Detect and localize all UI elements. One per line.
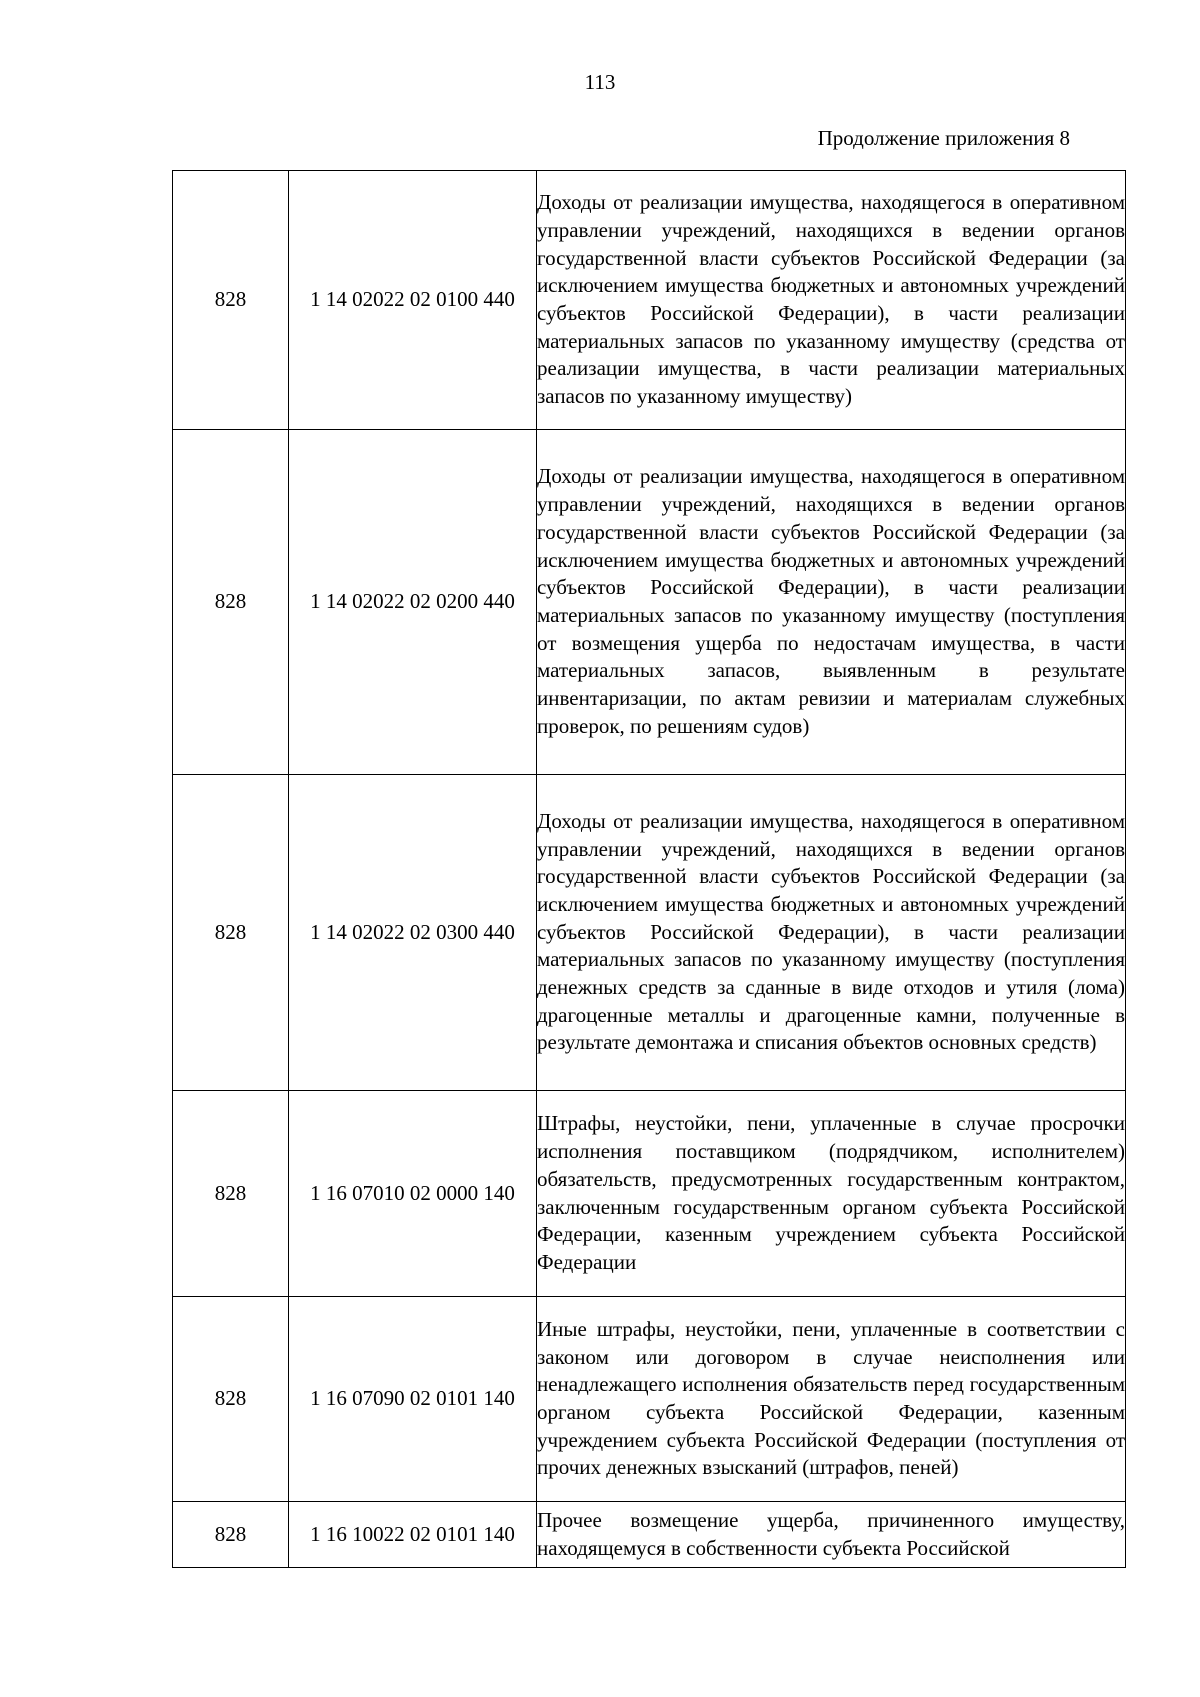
- table-row: [173, 1297, 1126, 1502]
- admin-code-cell: 828: [173, 1091, 289, 1297]
- income-code-cell: 1 14 02022 02 0200 440: [289, 430, 537, 775]
- admin-code-cell: 828: [173, 775, 289, 1091]
- income-code-cell: 1 14 02022 02 0300 440: [289, 775, 537, 1091]
- table-row: [173, 430, 1126, 775]
- table-row: [173, 1091, 1126, 1297]
- appendix-continuation-label: Продолжение приложения 8: [817, 126, 1070, 150]
- income-code-cell: 1 14 02022 02 0100 440: [289, 171, 537, 430]
- table-row: [173, 171, 1126, 430]
- income-codes-table: [172, 170, 1126, 1568]
- admin-code-cell: 828: [173, 1502, 289, 1568]
- description-cell: Доходы от реализации имущества, находящегося в оперативном управлении учреждений, находящихся в ведении органов государственной власти субъектов Российской Федерации (за исключением имущества бюджетных и автономных учреждений субъектов Российской Федерации), в части реализации материальных запасов по указанному имуществу (средства от реализации имущества, в части реализации материальных запасов по указанному имуществу): [537, 171, 1126, 430]
- admin-code-cell: 828: [173, 430, 289, 775]
- income-code-cell: 1 16 07010 02 0000 140: [289, 1091, 537, 1297]
- description-cell: Прочее возмещение ущерба, причиненного имуществу, находящемуся в собственности субъекта Российской: [537, 1502, 1126, 1568]
- income-code-cell: 1 16 07090 02 0101 140: [289, 1297, 537, 1502]
- page-number: 113: [584, 70, 616, 94]
- admin-code-cell: 828: [173, 1297, 289, 1502]
- description-cell: Иные штрафы, неустойки, пени, уплаченные в соответствии с законом или договором в случае неисполнения или ненадлежащего исполнения обязательств перед государственным органом субъекта Российской Федерации, казенным учреждением субъекта Российской Федерации (поступления от прочих денежных взысканий (штрафов, пеней): [537, 1297, 1126, 1502]
- description-cell: Доходы от реализации имущества, находящегося в оперативном управлении учреждений, находящихся в ведении органов государственной власти субъектов Российской Федерации (за исключением имущества бюджетных и автономных учреждений субъектов Российской Федерации), в части реализации материальных запасов по указанному имуществу (поступления от возмещения ущерба по недостачам имущества, в части материальных запасов, выявленным в результате инвентаризации, по актам ревизии и материалам служебных проверок, по решениям судов): [537, 430, 1126, 775]
- description-cell: Штрафы, неустойки, пени, уплаченные в случае просрочки исполнения поставщиком (подрядчиком, исполнителем) обязательств, предусмотренных государственным контрактом, заключенным государственным органом субъекта Российской Федерации, казенным учреждением субъекта Российской Федерации: [537, 1091, 1126, 1297]
- table-row: [173, 1502, 1126, 1568]
- admin-code-cell: 828: [173, 171, 289, 430]
- description-cell: Доходы от реализации имущества, находящегося в оперативном управлении учреждений, находящихся в ведении органов государственной власти субъектов Российской Федерации (за исключением имущества бюджетных и автономных учреждений субъектов Российской Федерации), в части реализации материальных запасов по указанному имуществу (поступления денежных средств за сданные в виде отходов и утиля (лома) драгоценные металлы и драгоценные камни, полученные в результате демонтажа и списания объектов основных средств): [537, 775, 1126, 1091]
- table-row: [173, 775, 1126, 1091]
- income-code-cell: 1 16 10022 02 0101 140: [289, 1502, 537, 1568]
